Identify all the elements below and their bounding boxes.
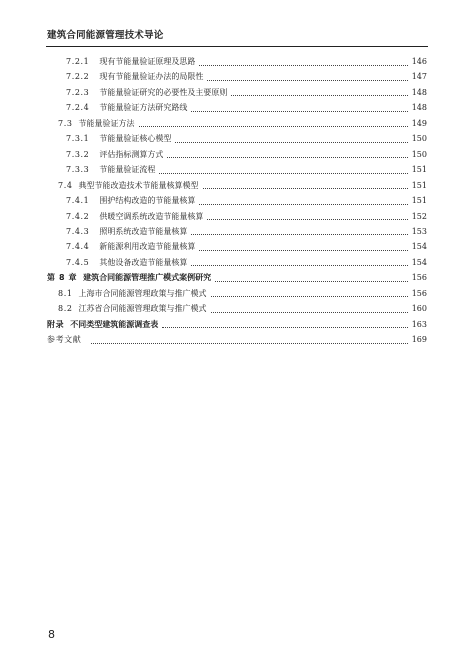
toc-entry[interactable] — [58, 303, 427, 315]
toc-entry-page: 146 — [411, 57, 427, 66]
toc-leader-dots — [199, 242, 407, 251]
toc-entry-page: 147 — [411, 72, 427, 82]
toc-entry-title: 新能源利用改造节能量核算 — [99, 242, 196, 252]
toc-entry-page: 156 — [411, 288, 427, 298]
toc-entry-title: 节能量验证方法研究路线 — [99, 103, 188, 113]
header-rule — [46, 46, 428, 47]
toc-entry-page: 148 — [411, 103, 427, 113]
toc-entry-number: 7.4 — [58, 180, 73, 190]
toc-entry[interactable] — [66, 226, 427, 238]
toc-entry-number: 7.4.3 — [66, 226, 90, 236]
toc-leader-dots — [167, 149, 407, 158]
toc-entry[interactable] — [66, 102, 427, 114]
toc-entry[interactable] — [58, 118, 427, 130]
toc-entry-title: 节能量验证流程 — [99, 165, 156, 175]
toc-entry-title: 供暖空调系统改造节能量核算 — [99, 211, 204, 221]
toc-entry-number: 7.4.4 — [66, 242, 90, 252]
toc-entry-title: 建筑合同能源管理推广模式案例研究 — [83, 273, 212, 283]
toc-entry-title: 现有节能量验证原理及思路 — [99, 57, 196, 66]
toc-entry-page: 169 — [411, 335, 427, 345]
toc-entry-number: 7.4.1 — [66, 196, 90, 206]
toc-entry-title: 节能量验证核心模型 — [99, 134, 172, 144]
toc-entry-page: 150 — [411, 134, 427, 144]
toc-entry-title: 江苏省合同能源管理政策与推广模式 — [78, 304, 207, 314]
toc-entry[interactable] — [66, 164, 427, 176]
toc-entry-number: 第 8 章 — [47, 273, 78, 283]
toc-entry-number: 7.2.2 — [66, 72, 90, 82]
toc-entry-page: 156 — [411, 273, 427, 283]
toc-entry-page: 149 — [411, 118, 427, 128]
toc-entry-page: 160 — [411, 304, 427, 314]
toc-entry-number: 7.3.2 — [66, 149, 90, 159]
toc-entry-page: 152 — [411, 211, 427, 221]
toc-entry-page: 151 — [411, 196, 427, 206]
toc-entry-title: 节能量验证研究的必要性及主要原则 — [99, 87, 228, 97]
toc-entry[interactable] — [66, 71, 427, 83]
toc-entry-number: 7.4.5 — [66, 257, 90, 267]
toc-leader-dots — [191, 103, 407, 112]
toc-entry[interactable] — [66, 195, 427, 207]
toc-entry-title: 节能量验证方法 — [78, 118, 135, 128]
toc-entry-number: 7.3 — [58, 118, 73, 128]
toc-entry-page: 154 — [411, 242, 427, 252]
toc-entry-page: 163 — [411, 319, 427, 329]
toc-leader-dots — [207, 72, 407, 81]
toc-leader-dots — [207, 211, 407, 220]
toc-entry-title: 典型节能改造技术节能量核算模型 — [78, 180, 199, 190]
toc-entry-title: 围护结构改造的节能量核算 — [99, 196, 196, 206]
toc-entry-number: 7.3.1 — [66, 134, 90, 144]
toc-entry-number: 7.4.2 — [66, 211, 90, 221]
toc-leader-dots — [139, 118, 408, 127]
toc-leader-dots — [199, 196, 407, 205]
toc-entry[interactable] — [66, 56, 427, 68]
toc-entry-title: 其他设备改造节能量核算 — [99, 257, 188, 267]
toc-entry-number: 7.2.3 — [66, 87, 90, 97]
toc-entry-page: 148 — [411, 87, 427, 97]
toc-entry[interactable] — [58, 180, 427, 192]
toc-leader-dots — [175, 134, 407, 143]
toc-entry[interactable] — [47, 334, 427, 346]
toc-entry[interactable] — [47, 319, 427, 331]
toc-entry[interactable] — [66, 133, 427, 145]
toc-entry[interactable] — [58, 288, 427, 300]
toc-entry-number: 8.1 — [58, 288, 73, 298]
toc-entry[interactable] — [66, 241, 427, 253]
toc-entry-title: 现有节能量验证办法的局限性 — [99, 72, 204, 82]
toc-entry-page: 150 — [411, 149, 427, 159]
toc-entry[interactable] — [66, 87, 427, 99]
toc-leader-dots — [211, 304, 408, 313]
running-head-title: 建筑合同能源管理技术导论 — [47, 30, 164, 41]
toc-entry[interactable] — [66, 211, 427, 223]
toc-entry-number: 参考文献 — [47, 335, 82, 345]
toc-entry-page: 151 — [411, 180, 427, 190]
toc-entry-title: 照明系统改造节能量核算 — [99, 226, 188, 236]
toc-leader-dots — [191, 257, 407, 266]
toc-entry[interactable] — [47, 272, 427, 284]
toc-entry[interactable] — [66, 257, 427, 269]
toc-leader-dots — [199, 57, 407, 66]
toc-entry-number: 附录 — [47, 319, 65, 329]
toc-entry-number: 7.2.4 — [66, 103, 90, 113]
toc-leader-dots — [231, 87, 407, 96]
page-number: 8 — [48, 628, 55, 641]
toc-entry-page: 151 — [411, 165, 427, 175]
toc-leader-dots — [215, 273, 408, 282]
toc-entry-number: 7.3.3 — [66, 165, 90, 175]
toc-entry-title: 评估指标测算方式 — [99, 149, 164, 159]
toc-entry-title: 不同类型建筑能源调查表 — [70, 319, 159, 329]
toc-entry[interactable] — [66, 149, 427, 161]
toc-leader-dots — [203, 180, 408, 189]
toc-entry-title: 上海市合同能源管理政策与推广模式 — [78, 288, 207, 298]
toc-leader-dots — [159, 165, 407, 174]
toc-leader-dots — [211, 288, 408, 297]
toc-entry-number: 8.2 — [58, 304, 73, 314]
toc-entry-page: 153 — [411, 226, 427, 236]
toc-entry-number: 7.2.1 — [66, 57, 90, 66]
toc-entry-page: 154 — [411, 257, 427, 267]
toc-leader-dots — [91, 335, 407, 344]
toc-leader-dots — [191, 226, 407, 235]
toc-leader-dots — [162, 319, 408, 328]
